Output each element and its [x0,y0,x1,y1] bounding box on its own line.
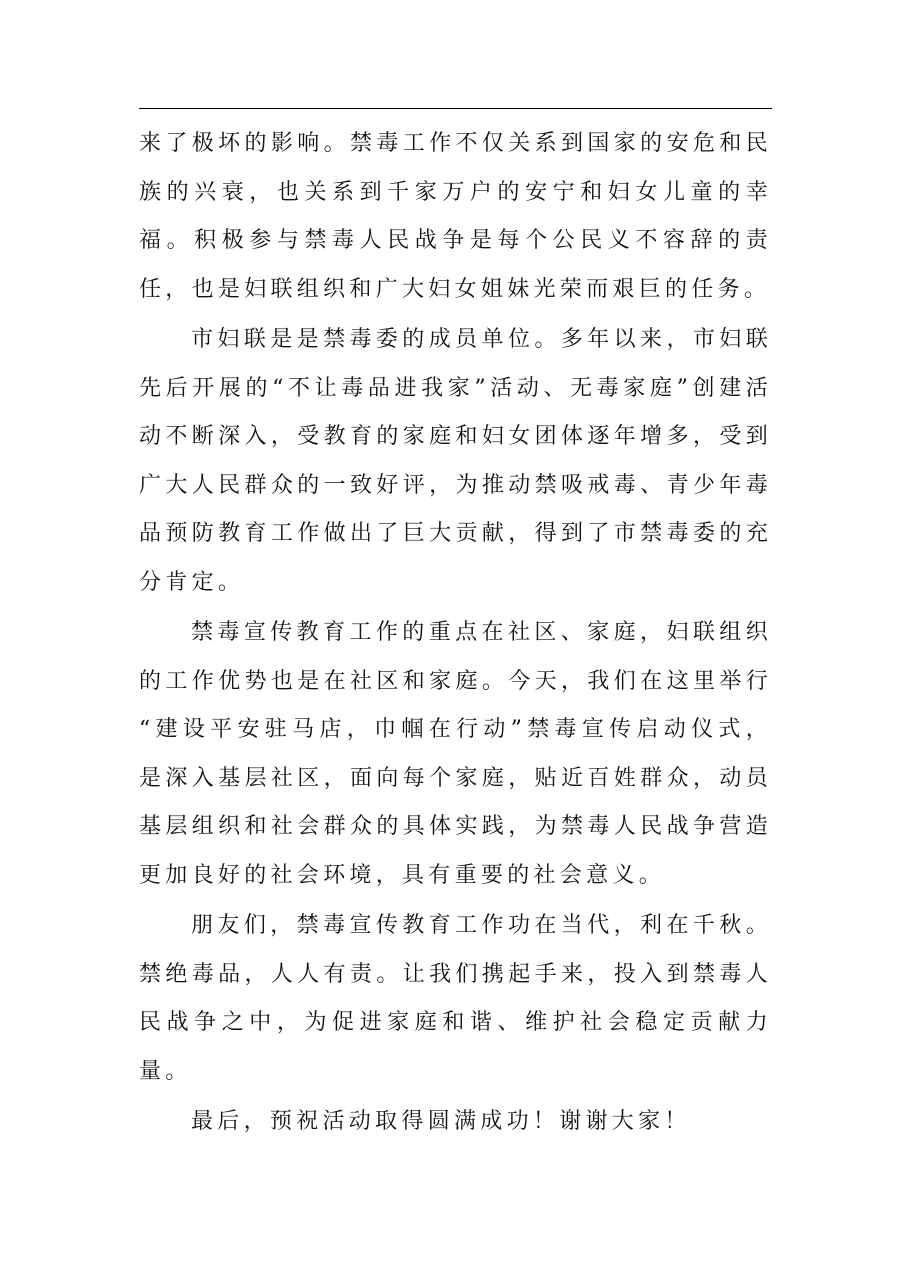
paragraph-closing: 最后，预祝活动取得圆满成功！谢谢大家！ [191,1109,691,1134]
header-rule [139,108,772,109]
body-text [139,120,772,1147]
paragraph-community-campaign: 禁毒宣传教育工作的重点在社区、家庭，妇联组织的工作优势也是在社区和家庭。今天，我们在这里举行 “建设平安驻马店，巾帼在行动”禁毒宣传启动仪式，是深入基层社区，面向每个家庭，贴近百姓群众，动员基层组织和社会群众的具体实践，为禁毒人民战争营造更加良好的社会环境，具有重要的社会意义。 [139,620,772,888]
paragraph-call-to-action: 朋友们，禁毒宣传教育工作功在当代，利在千秋。禁绝毒品，人人有责。让我们携起手来，投入到禁毒人民战争之中，为促进家庭和谐、维护社会稳定贡献力量。 [139,913,772,1084]
paragraph-continuation: 来了极坏的影响。禁毒工作不仅关系到国家的安危和民族的兴衰，也关系到千家万户的安宁和妇女儿童的幸福。积极参与禁毒人民战争是每个公民义不容辞的责任，也是妇联组织和广大妇女姐妹光荣而艰巨的任务。 [139,131,772,302]
paragraph-women-federation: 市妇联是是禁毒委的成员单位。多年以来，市妇联先后开展的“不让毒品进我家”活动、无毒家庭”创建活动不断深入，受教育的家庭和妇女团体逐年增多，受到广大人民群众的一致好评，为推动禁吸戒毒、青少年毒品预防教育工作做出了巨大贡献，得到了市禁毒委的充分肯定。 [139,327,772,595]
